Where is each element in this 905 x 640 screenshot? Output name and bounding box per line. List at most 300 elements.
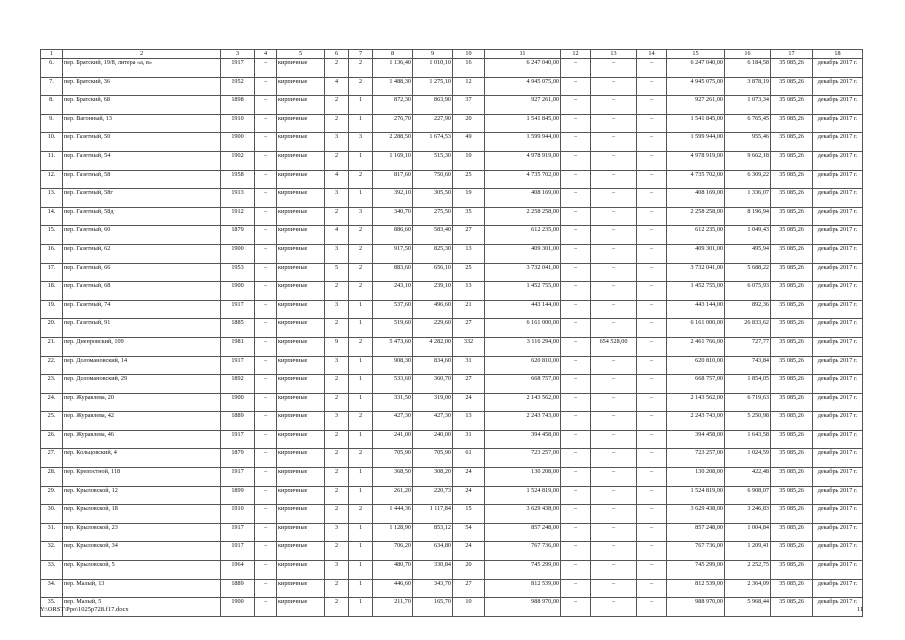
residents-cell: 20 xyxy=(453,561,485,580)
cost-per-sqm-cell: 1 049,43 xyxy=(725,226,771,245)
residents-cell: 16 xyxy=(453,59,485,78)
wear-percent-cell: – xyxy=(255,59,277,78)
cost-per-sqm-cell: 1 024,59 xyxy=(725,449,771,468)
wall-material-cell: кирпичные xyxy=(277,226,325,245)
address-cell: пер. Доломановский, 29 xyxy=(63,375,221,394)
fund-cost-2-cell: – xyxy=(591,486,637,505)
residents-cell: 332 xyxy=(453,337,485,356)
cost-per-sqm-cell: 5 968,44 xyxy=(725,598,771,617)
wear-percent-cell: – xyxy=(255,207,277,226)
entrances-cell: 2 xyxy=(349,226,373,245)
entrances-cell: 1 xyxy=(349,300,373,319)
address-cell: пер. Газетный, 74 xyxy=(63,300,221,319)
column-number-header: 11 xyxy=(485,50,561,59)
total-area-cell: 243,10 xyxy=(373,282,413,301)
wall-material-cell: кирпичные xyxy=(277,319,325,338)
address-cell: пер. Крыловской, 12 xyxy=(63,486,221,505)
wall-material-cell: кирпичные xyxy=(277,189,325,208)
floors-cell: 5 xyxy=(325,263,349,282)
wall-material-cell: кирпичные xyxy=(277,449,325,468)
fund-cost-3-cell: – xyxy=(637,375,667,394)
floors-cell: 2 xyxy=(325,393,349,412)
floors-cell: 2 xyxy=(325,59,349,78)
total-area-cell: 817,60 xyxy=(373,170,413,189)
living-area-cell: 853,12 xyxy=(413,523,453,542)
row-number-cell: 8. xyxy=(41,96,63,115)
wear-percent-cell: – xyxy=(255,393,277,412)
year-built-cell: 1900 xyxy=(221,598,255,617)
floors-cell: 2 xyxy=(325,151,349,170)
entrances-cell: 1 xyxy=(349,468,373,487)
fund-cost-1-cell: – xyxy=(561,468,591,487)
total-area-cell: 872,30 xyxy=(373,96,413,115)
fund-cost-1-cell: – xyxy=(561,300,591,319)
total-cost-cell: 394 458,00 xyxy=(667,430,725,449)
total-cost-cell: 1 541 845,00 xyxy=(667,114,725,133)
column-number-header: 17 xyxy=(771,50,813,59)
wall-material-cell: кирпичные xyxy=(277,356,325,375)
completion-date-cell: декабрь 2017 г. xyxy=(813,523,863,542)
cost-per-sqm-cell: 9 662,18 xyxy=(725,151,771,170)
total-area-cell: 2 288,50 xyxy=(373,133,413,152)
residents-cell: 24 xyxy=(453,486,485,505)
year-built-cell: 1964 xyxy=(221,561,255,580)
limit-cost-cell: 35 085,26 xyxy=(771,579,813,598)
floors-cell: 2 xyxy=(325,598,349,617)
fund-cost-1-cell: – xyxy=(561,430,591,449)
residents-cell: 12 xyxy=(453,77,485,96)
total-cost-cell: 767 736,00 xyxy=(667,542,725,561)
row-number-cell: 12. xyxy=(41,170,63,189)
limit-cost-cell: 35 085,26 xyxy=(771,300,813,319)
address-cell: пер. Крыловской, 23 xyxy=(63,523,221,542)
year-built-cell: 1889 xyxy=(221,412,255,431)
floors-cell: 2 xyxy=(325,430,349,449)
fund-cost-2-cell: – xyxy=(591,263,637,282)
address-cell: пер. Кольцовский, 4 xyxy=(63,449,221,468)
wear-percent-cell: – xyxy=(255,319,277,338)
cost-per-sqm-cell: 1 336,07 xyxy=(725,189,771,208)
limit-cost-cell: 35 085,26 xyxy=(771,133,813,152)
table-header-row xyxy=(41,50,863,59)
fund-cost-3-cell: – xyxy=(637,430,667,449)
fund-cost-1-cell: – xyxy=(561,282,591,301)
fund-cost-3-cell: – xyxy=(637,468,667,487)
repair-cost-cell: 4 945 075,00 xyxy=(485,77,561,96)
fund-cost-3-cell: – xyxy=(637,263,667,282)
row-number-cell: 33. xyxy=(41,561,63,580)
column-number-header: 16 xyxy=(725,50,771,59)
total-cost-cell: 443 144,00 xyxy=(667,300,725,319)
fund-cost-2-cell: 654 528,00 xyxy=(591,337,637,356)
total-area-cell: 5 473,60 xyxy=(373,337,413,356)
repair-cost-cell: 3 116 294,00 xyxy=(485,337,561,356)
repair-cost-cell: 857 248,00 xyxy=(485,523,561,542)
entrances-cell: 2 xyxy=(349,412,373,431)
floors-cell: 2 xyxy=(325,486,349,505)
residents-cell: 15 xyxy=(453,505,485,524)
table-row xyxy=(41,319,863,338)
column-number-header: 14 xyxy=(637,50,667,59)
fund-cost-1-cell: – xyxy=(561,263,591,282)
fund-cost-1-cell: – xyxy=(561,114,591,133)
fund-cost-3-cell: – xyxy=(637,151,667,170)
total-cost-cell: 3 732 041,00 xyxy=(667,263,725,282)
living-area-cell: 330,84 xyxy=(413,561,453,580)
wall-material-cell: кирпичные xyxy=(277,96,325,115)
floors-cell: 2 xyxy=(325,468,349,487)
completion-date-cell: декабрь 2017 г. xyxy=(813,579,863,598)
wall-material-cell: кирпичные xyxy=(277,598,325,617)
residents-cell: 20 xyxy=(453,114,485,133)
total-cost-cell: 1 524 819,00 xyxy=(667,486,725,505)
total-area-cell: 706,20 xyxy=(373,542,413,561)
repair-cost-cell: 3 629 438,00 xyxy=(485,505,561,524)
cost-per-sqm-cell: 422,48 xyxy=(725,468,771,487)
fund-cost-1-cell: – xyxy=(561,319,591,338)
fund-cost-1-cell: – xyxy=(561,337,591,356)
footer-page-number: 11 xyxy=(857,606,864,613)
limit-cost-cell: 35 085,26 xyxy=(771,282,813,301)
address-cell: пер. Журавлева, 20 xyxy=(63,393,221,412)
living-area-cell: 227,90 xyxy=(413,114,453,133)
row-number-cell: 22. xyxy=(41,356,63,375)
living-area-cell: 1 010,10 xyxy=(413,59,453,78)
footer-file-path: Y:\ORST\Ppo\1025p728.f17.docx xyxy=(40,606,129,613)
entrances-cell: 1 xyxy=(349,598,373,617)
wall-material-cell: кирпичные xyxy=(277,430,325,449)
wear-percent-cell: – xyxy=(255,77,277,96)
fund-cost-2-cell: – xyxy=(591,319,637,338)
row-number-cell: 16. xyxy=(41,244,63,263)
fund-cost-1-cell: – xyxy=(561,226,591,245)
fund-cost-2-cell: – xyxy=(591,133,637,152)
completion-date-cell: декабрь 2017 г. xyxy=(813,468,863,487)
total-cost-cell: 6 161 000,00 xyxy=(667,319,725,338)
fund-cost-2-cell: – xyxy=(591,151,637,170)
column-number-header: 10 xyxy=(453,50,485,59)
total-area-cell: 533,60 xyxy=(373,375,413,394)
repair-cost-cell: 668 757,00 xyxy=(485,375,561,394)
total-cost-cell: 612 235,00 xyxy=(667,226,725,245)
completion-date-cell: декабрь 2017 г. xyxy=(813,96,863,115)
row-number-cell: 14. xyxy=(41,207,63,226)
wear-percent-cell: – xyxy=(255,412,277,431)
year-built-cell: 1953 xyxy=(221,263,255,282)
fund-cost-3-cell: – xyxy=(637,189,667,208)
total-cost-cell: 723 257,00 xyxy=(667,449,725,468)
fund-cost-3-cell: – xyxy=(637,244,667,263)
limit-cost-cell: 35 085,26 xyxy=(771,77,813,96)
year-built-cell: 1892 xyxy=(221,375,255,394)
wear-percent-cell: – xyxy=(255,189,277,208)
living-area-cell: 656,10 xyxy=(413,263,453,282)
wear-percent-cell: – xyxy=(255,598,277,617)
living-area-cell: 863,90 xyxy=(413,96,453,115)
total-cost-cell: 4 978 919,00 xyxy=(667,151,725,170)
residents-cell: 27 xyxy=(453,579,485,598)
fund-cost-1-cell: – xyxy=(561,133,591,152)
entrances-cell: 2 xyxy=(349,282,373,301)
fund-cost-1-cell: – xyxy=(561,505,591,524)
fund-cost-2-cell: – xyxy=(591,579,637,598)
cost-per-sqm-cell: 5 250,98 xyxy=(725,412,771,431)
year-built-cell: 1910 xyxy=(221,505,255,524)
fund-cost-1-cell: – xyxy=(561,393,591,412)
row-number-cell: 32. xyxy=(41,542,63,561)
floors-cell: 3 xyxy=(325,561,349,580)
year-built-cell: 1917 xyxy=(221,356,255,375)
fund-cost-1-cell: – xyxy=(561,244,591,263)
cost-per-sqm-cell: 743,84 xyxy=(725,356,771,375)
row-number-cell: 19. xyxy=(41,300,63,319)
fund-cost-3-cell: – xyxy=(637,300,667,319)
limit-cost-cell: 35 085,26 xyxy=(771,226,813,245)
living-area-cell: 825,30 xyxy=(413,244,453,263)
address-cell: пер. Газетный, 91 xyxy=(63,319,221,338)
completion-date-cell: декабрь 2017 г. xyxy=(813,77,863,96)
limit-cost-cell: 35 085,26 xyxy=(771,598,813,617)
wall-material-cell: кирпичные xyxy=(277,523,325,542)
completion-date-cell: декабрь 2017 г. xyxy=(813,542,863,561)
year-built-cell: 1952 xyxy=(221,77,255,96)
row-number-cell: 11. xyxy=(41,151,63,170)
table-row xyxy=(41,561,863,580)
year-built-cell: 1885 xyxy=(221,319,255,338)
fund-cost-1-cell: – xyxy=(561,561,591,580)
total-area-cell: 886,60 xyxy=(373,226,413,245)
completion-date-cell: декабрь 2017 г. xyxy=(813,263,863,282)
fund-cost-2-cell: – xyxy=(591,189,637,208)
fund-cost-1-cell: – xyxy=(561,356,591,375)
cost-per-sqm-cell: 6 075,93 xyxy=(725,282,771,301)
floors-cell: 2 xyxy=(325,449,349,468)
living-area-cell: 1 674,53 xyxy=(413,133,453,152)
completion-date-cell: декабрь 2017 г. xyxy=(813,356,863,375)
residents-cell: 19 xyxy=(453,189,485,208)
wall-material-cell: кирпичные xyxy=(277,244,325,263)
total-area-cell: 427,30 xyxy=(373,412,413,431)
completion-date-cell: декабрь 2017 г. xyxy=(813,337,863,356)
floors-cell: 2 xyxy=(325,579,349,598)
table-row xyxy=(41,170,863,189)
limit-cost-cell: 35 085,26 xyxy=(771,207,813,226)
fund-cost-3-cell: – xyxy=(637,59,667,78)
column-number-header: 2 xyxy=(63,50,221,59)
entrances-cell: 1 xyxy=(349,96,373,115)
completion-date-cell: декабрь 2017 г. xyxy=(813,430,863,449)
repair-cost-cell: 620 810,00 xyxy=(485,356,561,375)
row-number-cell: 24. xyxy=(41,393,63,412)
repair-cost-cell: 6 161 000,00 xyxy=(485,319,561,338)
residents-cell: 31 xyxy=(453,356,485,375)
total-cost-cell: 2 461 766,00 xyxy=(667,337,725,356)
fund-cost-2-cell: – xyxy=(591,430,637,449)
entrances-cell: 1 xyxy=(349,561,373,580)
table-row xyxy=(41,189,863,208)
address-cell: пер. Газетный, 66 xyxy=(63,263,221,282)
fund-cost-1-cell: – xyxy=(561,598,591,617)
repair-cost-cell: 927 261,00 xyxy=(485,96,561,115)
residents-cell: 54 xyxy=(453,523,485,542)
entrances-cell: 1 xyxy=(349,356,373,375)
cost-per-sqm-cell: 6 184,58 xyxy=(725,59,771,78)
wear-percent-cell: – xyxy=(255,468,277,487)
total-area-cell: 1 488,30 xyxy=(373,77,413,96)
limit-cost-cell: 35 085,26 xyxy=(771,337,813,356)
limit-cost-cell: 35 085,26 xyxy=(771,96,813,115)
fund-cost-2-cell: – xyxy=(591,412,637,431)
floors-cell: 3 xyxy=(325,356,349,375)
fund-cost-2-cell: – xyxy=(591,96,637,115)
year-built-cell: 1917 xyxy=(221,468,255,487)
fund-cost-2-cell: – xyxy=(591,59,637,78)
living-area-cell: 1 275,10 xyxy=(413,77,453,96)
living-area-cell: 220,73 xyxy=(413,486,453,505)
total-area-cell: 908,30 xyxy=(373,356,413,375)
total-cost-cell: 1 599 944,00 xyxy=(667,133,725,152)
fund-cost-3-cell: – xyxy=(637,505,667,524)
residents-cell: 24 xyxy=(453,393,485,412)
total-area-cell: 917,50 xyxy=(373,244,413,263)
completion-date-cell: декабрь 2017 г. xyxy=(813,486,863,505)
wear-percent-cell: – xyxy=(255,449,277,468)
fund-cost-2-cell: – xyxy=(591,77,637,96)
table-row xyxy=(41,300,863,319)
repair-cost-cell: 3 732 041,00 xyxy=(485,263,561,282)
floors-cell: 4 xyxy=(325,170,349,189)
residents-cell: 24 xyxy=(453,542,485,561)
limit-cost-cell: 35 085,26 xyxy=(771,542,813,561)
fund-cost-1-cell: – xyxy=(561,579,591,598)
floors-cell: 2 xyxy=(325,319,349,338)
year-built-cell: 1902 xyxy=(221,151,255,170)
fund-cost-3-cell: – xyxy=(637,96,667,115)
address-cell: пер. Малый, 5 xyxy=(63,598,221,617)
year-built-cell: 1958 xyxy=(221,170,255,189)
fund-cost-3-cell: – xyxy=(637,319,667,338)
fund-cost-1-cell: – xyxy=(561,486,591,505)
total-area-cell: 1 136,40 xyxy=(373,59,413,78)
table-row xyxy=(41,468,863,487)
residents-cell: 35 xyxy=(453,207,485,226)
repair-cost-cell: 4 735 702,00 xyxy=(485,170,561,189)
wear-percent-cell: – xyxy=(255,282,277,301)
wear-percent-cell: – xyxy=(255,170,277,189)
fund-cost-2-cell: – xyxy=(591,356,637,375)
wall-material-cell: кирпичные xyxy=(277,468,325,487)
fund-cost-3-cell: – xyxy=(637,393,667,412)
table-row xyxy=(41,337,863,356)
column-number-header: 8 xyxy=(373,50,413,59)
address-cell: пер. Крыловской, 34 xyxy=(63,542,221,561)
total-cost-cell: 3 629 438,00 xyxy=(667,505,725,524)
limit-cost-cell: 35 085,26 xyxy=(771,375,813,394)
wall-material-cell: кирпичные xyxy=(277,170,325,189)
fund-cost-1-cell: – xyxy=(561,189,591,208)
fund-cost-2-cell: – xyxy=(591,282,637,301)
table-row xyxy=(41,579,863,598)
living-area-cell: 515,30 xyxy=(413,151,453,170)
entrances-cell: 1 xyxy=(349,151,373,170)
wear-percent-cell: – xyxy=(255,430,277,449)
entrances-cell: 3 xyxy=(349,207,373,226)
row-number-cell: 17. xyxy=(41,263,63,282)
fund-cost-3-cell: – xyxy=(637,337,667,356)
wall-material-cell: кирпичные xyxy=(277,579,325,598)
total-cost-cell: 6 247 040,00 xyxy=(667,59,725,78)
row-number-cell: 20. xyxy=(41,319,63,338)
fund-cost-1-cell: – xyxy=(561,96,591,115)
completion-date-cell: декабрь 2017 г. xyxy=(813,59,863,78)
living-area-cell: 165,70 xyxy=(413,598,453,617)
fund-cost-2-cell: – xyxy=(591,114,637,133)
address-cell: пер. Газетный, 68 xyxy=(63,282,221,301)
living-area-cell: 705,90 xyxy=(413,449,453,468)
table-row xyxy=(41,598,863,617)
table-row xyxy=(41,263,863,282)
table-row xyxy=(41,133,863,152)
limit-cost-cell: 35 085,26 xyxy=(771,449,813,468)
column-number-header: 1 xyxy=(41,50,63,59)
fund-cost-2-cell: – xyxy=(591,244,637,263)
fund-cost-3-cell: – xyxy=(637,449,667,468)
total-cost-cell: 2 143 562,00 xyxy=(667,393,725,412)
completion-date-cell: декабрь 2017 г. xyxy=(813,133,863,152)
cost-per-sqm-cell: 1 073,34 xyxy=(725,96,771,115)
floors-cell: 4 xyxy=(325,77,349,96)
fund-cost-2-cell: – xyxy=(591,207,637,226)
living-area-cell: 4 282,00 xyxy=(413,337,453,356)
entrances-cell: 1 xyxy=(349,375,373,394)
column-number-header: 13 xyxy=(591,50,637,59)
cost-per-sqm-cell: 1 854,05 xyxy=(725,375,771,394)
wear-percent-cell: – xyxy=(255,505,277,524)
table-row xyxy=(41,282,863,301)
floors-cell: 2 xyxy=(325,375,349,394)
table-row xyxy=(41,449,863,468)
repair-cost-cell: 1 599 944,00 xyxy=(485,133,561,152)
year-built-cell: 1981 xyxy=(221,337,255,356)
repair-cost-cell: 1 541 845,00 xyxy=(485,114,561,133)
total-cost-cell: 988 970,00 xyxy=(667,598,725,617)
table-row xyxy=(41,207,863,226)
floors-cell: 3 xyxy=(325,523,349,542)
repair-cost-cell: 988 970,00 xyxy=(485,598,561,617)
fund-cost-2-cell: – xyxy=(591,468,637,487)
wear-percent-cell: – xyxy=(255,337,277,356)
row-number-cell: 21. xyxy=(41,337,63,356)
floors-cell: 2 xyxy=(325,282,349,301)
completion-date-cell: декабрь 2017 г. xyxy=(813,598,863,617)
address-cell: пер. Журавлева, 42 xyxy=(63,412,221,431)
row-number-cell: 9. xyxy=(41,114,63,133)
address-cell: пер. Газетный, 60 xyxy=(63,226,221,245)
address-cell: пер. Вагонный, 13 xyxy=(63,114,221,133)
completion-date-cell: декабрь 2017 г. xyxy=(813,300,863,319)
fund-cost-2-cell: – xyxy=(591,505,637,524)
fund-cost-3-cell: – xyxy=(637,598,667,617)
cost-per-sqm-cell: 6 908,07 xyxy=(725,486,771,505)
completion-date-cell: декабрь 2017 г. xyxy=(813,189,863,208)
fund-cost-3-cell: – xyxy=(637,114,667,133)
living-area-cell: 308,20 xyxy=(413,468,453,487)
total-area-cell: 392,10 xyxy=(373,189,413,208)
entrances-cell: 1 xyxy=(349,430,373,449)
row-number-cell: 13. xyxy=(41,189,63,208)
cost-per-sqm-cell: 1 209,41 xyxy=(725,542,771,561)
limit-cost-cell: 35 085,26 xyxy=(771,468,813,487)
